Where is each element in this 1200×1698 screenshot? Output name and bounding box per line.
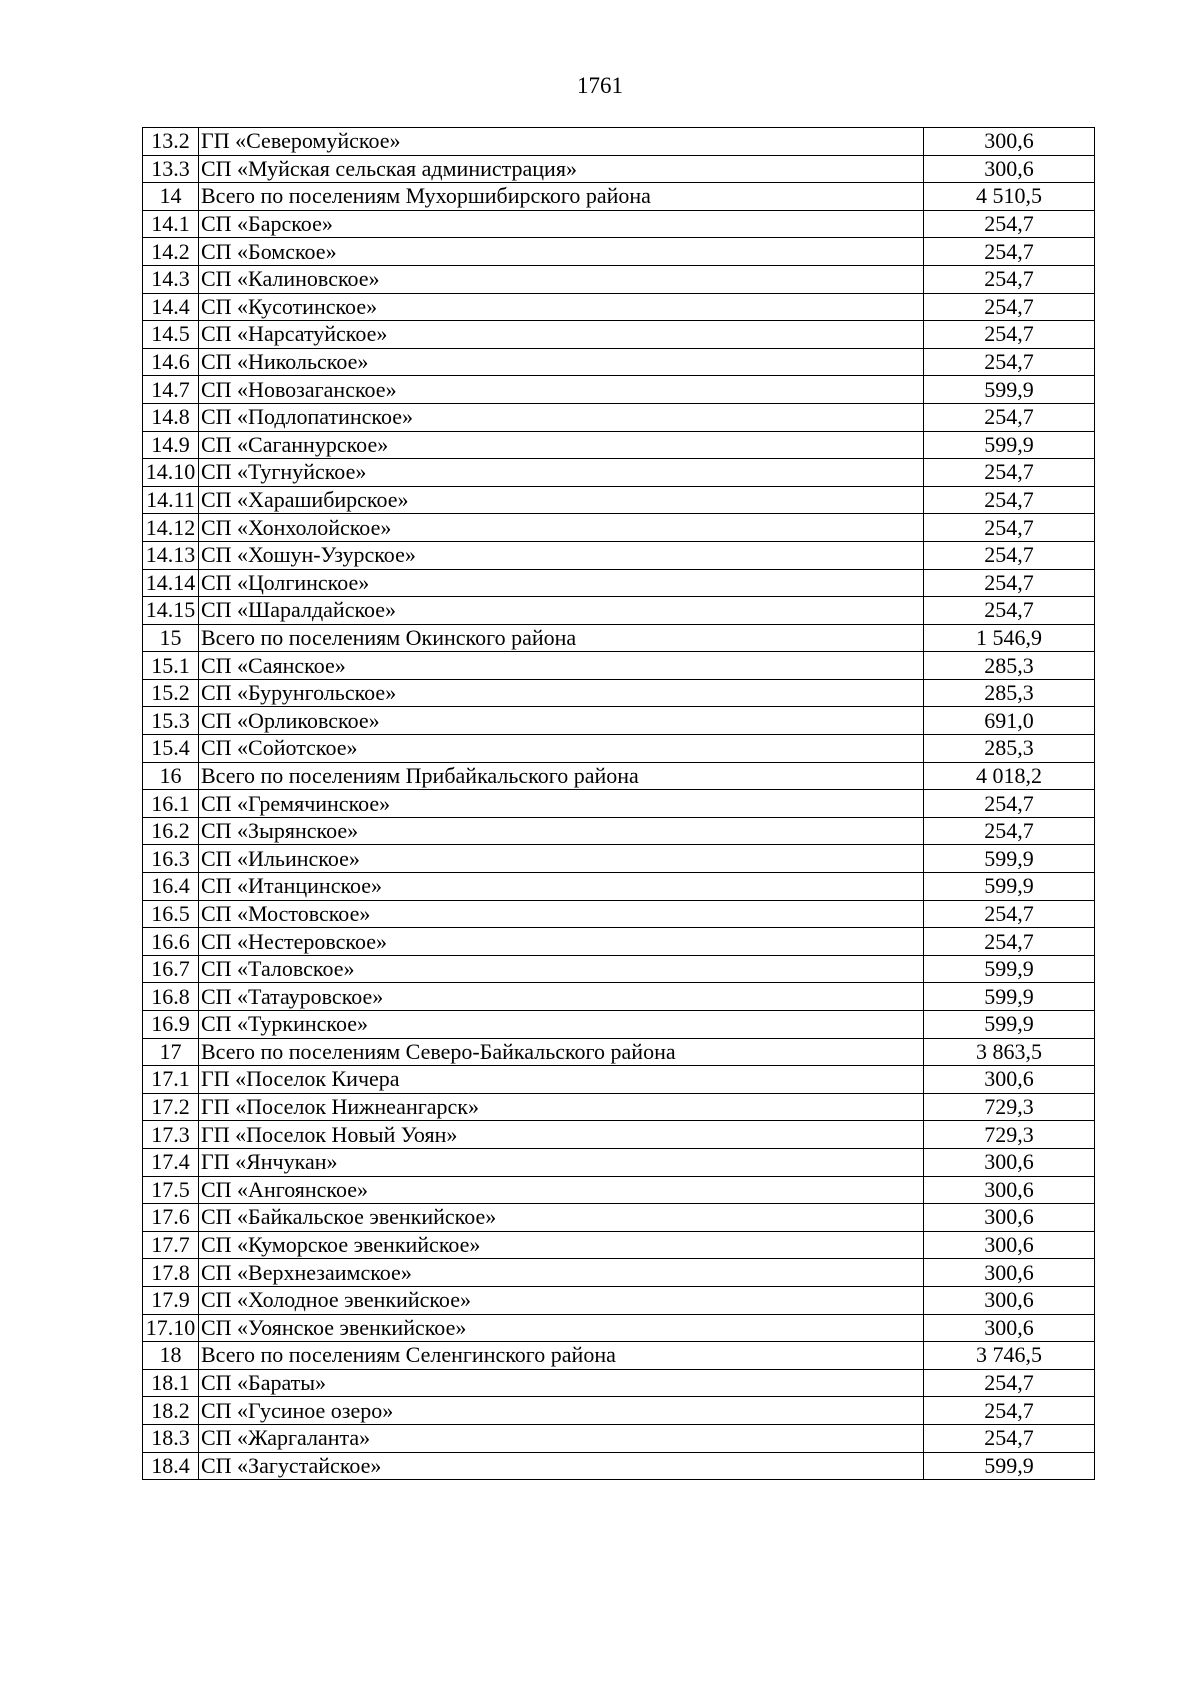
settlement-name-cell: СП «Уоянское эвенкийское» <box>199 1314 924 1342</box>
table-row <box>143 873 1095 901</box>
table-row <box>143 403 1095 431</box>
amount-cell: 254,7 <box>924 321 1095 349</box>
table-row <box>143 321 1095 349</box>
amount-cell: 300,6 <box>924 1176 1095 1204</box>
settlement-name-cell: СП «Ангоянское» <box>199 1176 924 1204</box>
table-row <box>143 1369 1095 1397</box>
row-number-cell: 14.1 <box>143 210 199 238</box>
settlement-name-cell: СП «Хошун-Узурское» <box>199 541 924 569</box>
settlement-name-cell: Всего по поселениям Северо-Байкальского района <box>199 1038 924 1066</box>
settlement-name-cell: СП «Зырянское» <box>199 817 924 845</box>
amount-cell: 254,7 <box>924 597 1095 625</box>
amount-cell: 254,7 <box>924 900 1095 928</box>
settlement-name-cell: Всего по поселениям Окинского района <box>199 624 924 652</box>
amount-cell: 599,9 <box>924 845 1095 873</box>
settlement-name-cell: СП «Бурунгольское» <box>199 679 924 707</box>
settlement-name-cell: СП «Кусотинское» <box>199 293 924 321</box>
amount-cell: 599,9 <box>924 873 1095 901</box>
settlement-name-cell: СП «Харашибирское» <box>199 486 924 514</box>
settlement-name-cell: СП «Муйская сельская администрация» <box>199 155 924 183</box>
table-row <box>143 845 1095 873</box>
settlement-name-cell: ГП «Поселок Новый Уоян» <box>199 1121 924 1149</box>
table-row <box>143 238 1095 266</box>
settlement-name-cell: СП «Калиновское» <box>199 265 924 293</box>
table-row <box>143 1342 1095 1370</box>
row-number-cell: 15.2 <box>143 679 199 707</box>
settlement-name-cell: СП «Итанцинское» <box>199 873 924 901</box>
settlement-name-cell: СП «Жаргаланта» <box>199 1424 924 1452</box>
row-number-cell: 14.3 <box>143 265 199 293</box>
amount-cell: 4 510,5 <box>924 183 1095 211</box>
amount-cell: 729,3 <box>924 1093 1095 1121</box>
row-number-cell: 16.9 <box>143 1011 199 1039</box>
row-number-cell: 15.1 <box>143 652 199 680</box>
settlement-name-cell: СП «Хонхолойское» <box>199 514 924 542</box>
settlement-name-cell: СП «Куморское эвенкийское» <box>199 1231 924 1259</box>
table-row <box>143 1093 1095 1121</box>
row-number-cell: 16.8 <box>143 983 199 1011</box>
settlement-name-cell: СП «Таловское» <box>199 955 924 983</box>
table-row <box>143 707 1095 735</box>
row-number-cell: 17.1 <box>143 1066 199 1094</box>
table-row <box>143 1121 1095 1149</box>
settlement-name-cell: СП «Мостовское» <box>199 900 924 928</box>
row-number-cell: 18.3 <box>143 1424 199 1452</box>
amount-cell: 254,7 <box>924 817 1095 845</box>
row-number-cell: 14.13 <box>143 541 199 569</box>
settlement-name-cell: ГП «Поселок Кичера <box>199 1066 924 1094</box>
row-number-cell: 14.2 <box>143 238 199 266</box>
row-number-cell: 16.6 <box>143 928 199 956</box>
amount-cell: 599,9 <box>924 1452 1095 1480</box>
settlement-name-cell: Всего по поселениям Прибайкальского района <box>199 762 924 790</box>
table-row <box>143 735 1095 763</box>
amount-cell: 254,7 <box>924 541 1095 569</box>
row-number-cell: 14.8 <box>143 403 199 431</box>
table-row <box>143 1314 1095 1342</box>
settlement-name-cell: СП «Саганнурское» <box>199 431 924 459</box>
settlement-name-cell: СП «Туркинское» <box>199 1011 924 1039</box>
table-row <box>143 790 1095 818</box>
table-row <box>143 1148 1095 1176</box>
table-row <box>143 183 1095 211</box>
amount-cell: 300,6 <box>924 1314 1095 1342</box>
settlement-name-cell: ГП «Янчукан» <box>199 1148 924 1176</box>
amount-cell: 254,7 <box>924 486 1095 514</box>
settlements-table <box>142 127 1095 1480</box>
row-number-cell: 17.8 <box>143 1259 199 1287</box>
row-number-cell: 13.3 <box>143 155 199 183</box>
settlement-name-cell: СП «Барское» <box>199 210 924 238</box>
table-row <box>143 983 1095 1011</box>
table-row <box>143 624 1095 652</box>
row-number-cell: 17.9 <box>143 1286 199 1314</box>
table-row <box>143 900 1095 928</box>
table-row <box>143 1286 1095 1314</box>
settlement-name-cell: СП «Бараты» <box>199 1369 924 1397</box>
table-row <box>143 128 1095 156</box>
table-row <box>143 293 1095 321</box>
settlement-name-cell: СП «Сойотское» <box>199 735 924 763</box>
settlement-name-cell: СП «Холодное эвенкийское» <box>199 1286 924 1314</box>
table-row <box>143 348 1095 376</box>
row-number-cell: 17.5 <box>143 1176 199 1204</box>
row-number-cell: 17.10 <box>143 1314 199 1342</box>
amount-cell: 300,6 <box>924 1286 1095 1314</box>
row-number-cell: 16.7 <box>143 955 199 983</box>
table-row <box>143 679 1095 707</box>
table-row <box>143 265 1095 293</box>
settlement-name-cell: СП «Нарсатуйское» <box>199 321 924 349</box>
table-row <box>143 376 1095 404</box>
page-number: 1761 <box>577 73 623 98</box>
table-row <box>143 210 1095 238</box>
row-number-cell: 15 <box>143 624 199 652</box>
amount-cell: 300,6 <box>924 1066 1095 1094</box>
table-row <box>143 955 1095 983</box>
row-number-cell: 17.7 <box>143 1231 199 1259</box>
table-row <box>143 1424 1095 1452</box>
amount-cell: 254,7 <box>924 265 1095 293</box>
table-row <box>143 652 1095 680</box>
settlement-name-cell: ГП «Поселок Нижнеангарск» <box>199 1093 924 1121</box>
table-row <box>143 928 1095 956</box>
table-row <box>143 1452 1095 1480</box>
table-row <box>143 817 1095 845</box>
amount-cell: 300,6 <box>924 128 1095 156</box>
amount-cell: 691,0 <box>924 707 1095 735</box>
table-row <box>143 569 1095 597</box>
row-number-cell: 14.4 <box>143 293 199 321</box>
row-number-cell: 17.4 <box>143 1148 199 1176</box>
row-number-cell: 14.6 <box>143 348 199 376</box>
row-number-cell: 15.3 <box>143 707 199 735</box>
settlement-name-cell: Всего по поселениям Мухоршибирского района <box>199 183 924 211</box>
row-number-cell: 18 <box>143 1342 199 1370</box>
table-row <box>143 597 1095 625</box>
row-number-cell: 16 <box>143 762 199 790</box>
row-number-cell: 16.3 <box>143 845 199 873</box>
row-number-cell: 14.12 <box>143 514 199 542</box>
row-number-cell: 16.2 <box>143 817 199 845</box>
row-number-cell: 18.1 <box>143 1369 199 1397</box>
amount-cell: 729,3 <box>924 1121 1095 1149</box>
row-number-cell: 14.9 <box>143 431 199 459</box>
amount-cell: 254,7 <box>924 569 1095 597</box>
amount-cell: 300,6 <box>924 1231 1095 1259</box>
amount-cell: 254,7 <box>924 238 1095 266</box>
settlement-name-cell: СП «Цолгинское» <box>199 569 924 597</box>
amount-cell: 254,7 <box>924 514 1095 542</box>
row-number-cell: 17.3 <box>143 1121 199 1149</box>
table-row <box>143 459 1095 487</box>
table-row <box>143 1066 1095 1094</box>
amount-cell: 285,3 <box>924 652 1095 680</box>
settlement-name-cell: СП «Тугнуйское» <box>199 459 924 487</box>
row-number-cell: 18.4 <box>143 1452 199 1480</box>
settlement-name-cell: СП «Верхнезаимское» <box>199 1259 924 1287</box>
row-number-cell: 14.15 <box>143 597 199 625</box>
settlement-name-cell: Всего по поселениям Селенгинского района <box>199 1342 924 1370</box>
amount-cell: 285,3 <box>924 735 1095 763</box>
table-body <box>143 128 1095 1480</box>
table-row <box>143 1038 1095 1066</box>
amount-cell: 599,9 <box>924 1011 1095 1039</box>
amount-cell: 599,9 <box>924 376 1095 404</box>
settlement-name-cell: СП «Гусиное озеро» <box>199 1397 924 1425</box>
table-row <box>143 431 1095 459</box>
settlement-name-cell: СП «Гремячинское» <box>199 790 924 818</box>
row-number-cell: 14.11 <box>143 486 199 514</box>
amount-cell: 300,6 <box>924 1204 1095 1232</box>
settlement-name-cell: СП «Подлопатинское» <box>199 403 924 431</box>
amount-cell: 1 546,9 <box>924 624 1095 652</box>
row-number-cell: 14 <box>143 183 199 211</box>
row-number-cell: 16.5 <box>143 900 199 928</box>
amount-cell: 599,9 <box>924 955 1095 983</box>
settlement-name-cell: СП «Нестеровское» <box>199 928 924 956</box>
amount-cell: 254,7 <box>924 1424 1095 1452</box>
table-row <box>143 762 1095 790</box>
settlement-name-cell: СП «Байкальское эвенкийское» <box>199 1204 924 1232</box>
table-row <box>143 1011 1095 1039</box>
amount-cell: 254,7 <box>924 293 1095 321</box>
settlement-name-cell: СП «Татауровское» <box>199 983 924 1011</box>
table-row <box>143 1397 1095 1425</box>
amount-cell: 254,7 <box>924 928 1095 956</box>
row-number-cell: 17 <box>143 1038 199 1066</box>
row-number-cell: 14.5 <box>143 321 199 349</box>
table-row <box>143 1231 1095 1259</box>
settlement-name-cell: СП «Загустайское» <box>199 1452 924 1480</box>
amount-cell: 254,7 <box>924 1369 1095 1397</box>
amount-cell: 4 018,2 <box>924 762 1095 790</box>
settlement-name-cell: СП «Никольское» <box>199 348 924 376</box>
row-number-cell: 13.2 <box>143 128 199 156</box>
table-row <box>143 155 1095 183</box>
table-row <box>143 1204 1095 1232</box>
row-number-cell: 16.4 <box>143 873 199 901</box>
amount-cell: 599,9 <box>924 983 1095 1011</box>
row-number-cell: 15.4 <box>143 735 199 763</box>
row-number-cell: 14.14 <box>143 569 199 597</box>
settlement-name-cell: СП «Ильинское» <box>199 845 924 873</box>
amount-cell: 3 863,5 <box>924 1038 1095 1066</box>
amount-cell: 300,6 <box>924 1148 1095 1176</box>
amount-cell: 285,3 <box>924 679 1095 707</box>
row-number-cell: 17.2 <box>143 1093 199 1121</box>
table-row <box>143 541 1095 569</box>
settlement-name-cell: СП «Шаралдайское» <box>199 597 924 625</box>
settlement-name-cell: СП «Новозаганское» <box>199 376 924 404</box>
settlement-name-cell: СП «Орликовское» <box>199 707 924 735</box>
table-row <box>143 1259 1095 1287</box>
settlement-name-cell: СП «Бомское» <box>199 238 924 266</box>
amount-cell: 254,7 <box>924 459 1095 487</box>
amount-cell: 254,7 <box>924 790 1095 818</box>
table-row <box>143 486 1095 514</box>
amount-cell: 300,6 <box>924 1259 1095 1287</box>
row-number-cell: 14.7 <box>143 376 199 404</box>
row-number-cell: 16.1 <box>143 790 199 818</box>
amount-cell: 599,9 <box>924 431 1095 459</box>
amount-cell: 254,7 <box>924 403 1095 431</box>
row-number-cell: 17.6 <box>143 1204 199 1232</box>
settlement-name-cell: ГП «Северомуйское» <box>199 128 924 156</box>
amount-cell: 300,6 <box>924 155 1095 183</box>
amount-cell: 3 746,5 <box>924 1342 1095 1370</box>
row-number-cell: 14.10 <box>143 459 199 487</box>
amount-cell: 254,7 <box>924 1397 1095 1425</box>
row-number-cell: 18.2 <box>143 1397 199 1425</box>
amount-cell: 254,7 <box>924 348 1095 376</box>
table-row <box>143 1176 1095 1204</box>
table-row <box>143 514 1095 542</box>
amount-cell: 254,7 <box>924 210 1095 238</box>
settlement-name-cell: СП «Саянское» <box>199 652 924 680</box>
